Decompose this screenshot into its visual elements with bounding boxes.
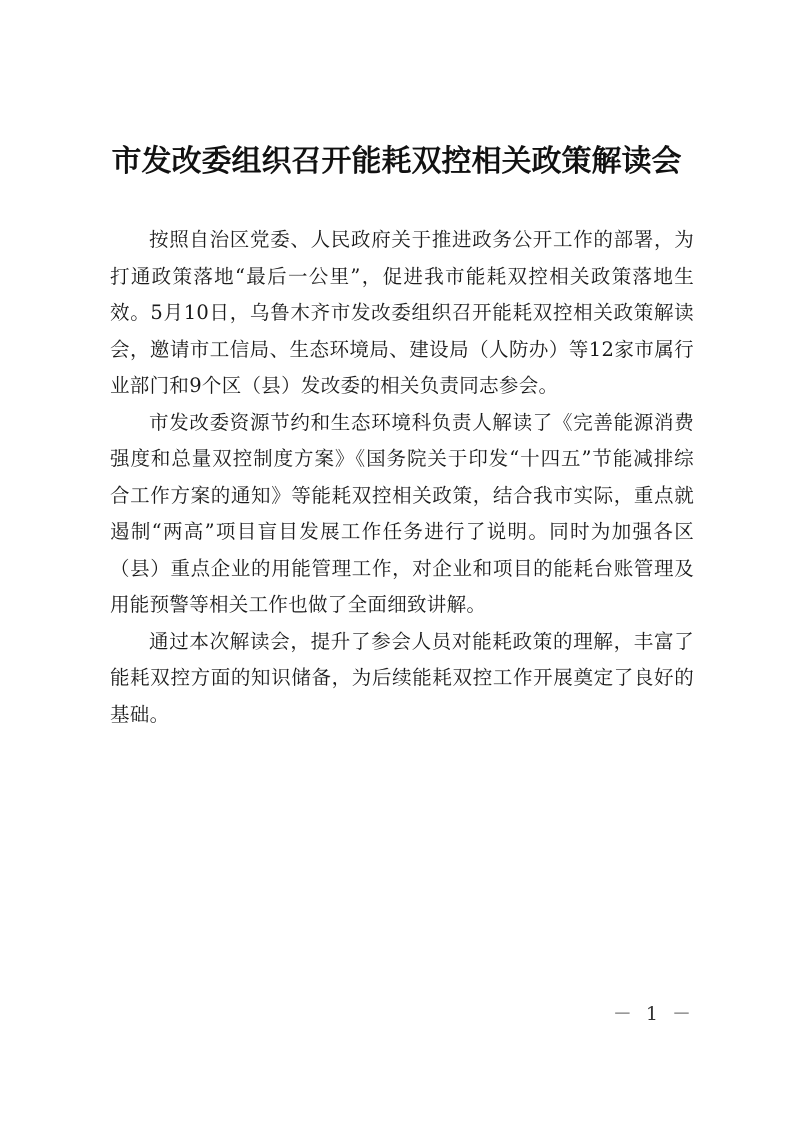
paragraph-2: 市发改委资源节约和生态环境科负责人解读了《完善能源消费强度和总量双控制度方案》《国务院关于印发“十四五”节能减排综合工作方案的通知》等能耗双控相关政策，结合我市实际，重点就遏制“两高”项目盲目发展工作任务进行了说明。同时为加强各区（县）重点企业的用能管理工作，对企业和项目的能耗台账管理及用能预警等相关工作也做了全面细致讲解。 — [110, 410, 694, 616]
document-body — [110, 222, 694, 733]
paragraph-3: 通过本次解读会，提升了参会人员对能耗政策的理解，丰富了能耗双控方面的知识储备，为后续能耗双控工作开展奠定了良好的基础。 — [110, 629, 694, 726]
paragraph-1: 按照自治区党委、人民政府关于推进政务公开工作的部署，为打通政策落地“最后一公里”，促进我市能耗双控相关政策落地生效。5月10日，乌鲁木齐市发改委组织召开能耗双控相关政策解读会，邀请市工信局、生态环境局、建设局（人防办）等12家市属行业部门和9个区（县）发改委的相关负责同志参会。 — [110, 228, 694, 397]
page-number: － 1 － — [612, 1003, 695, 1025]
page-title: 市发改委组织召开能耗双控相关政策解读会 — [111, 144, 682, 179]
